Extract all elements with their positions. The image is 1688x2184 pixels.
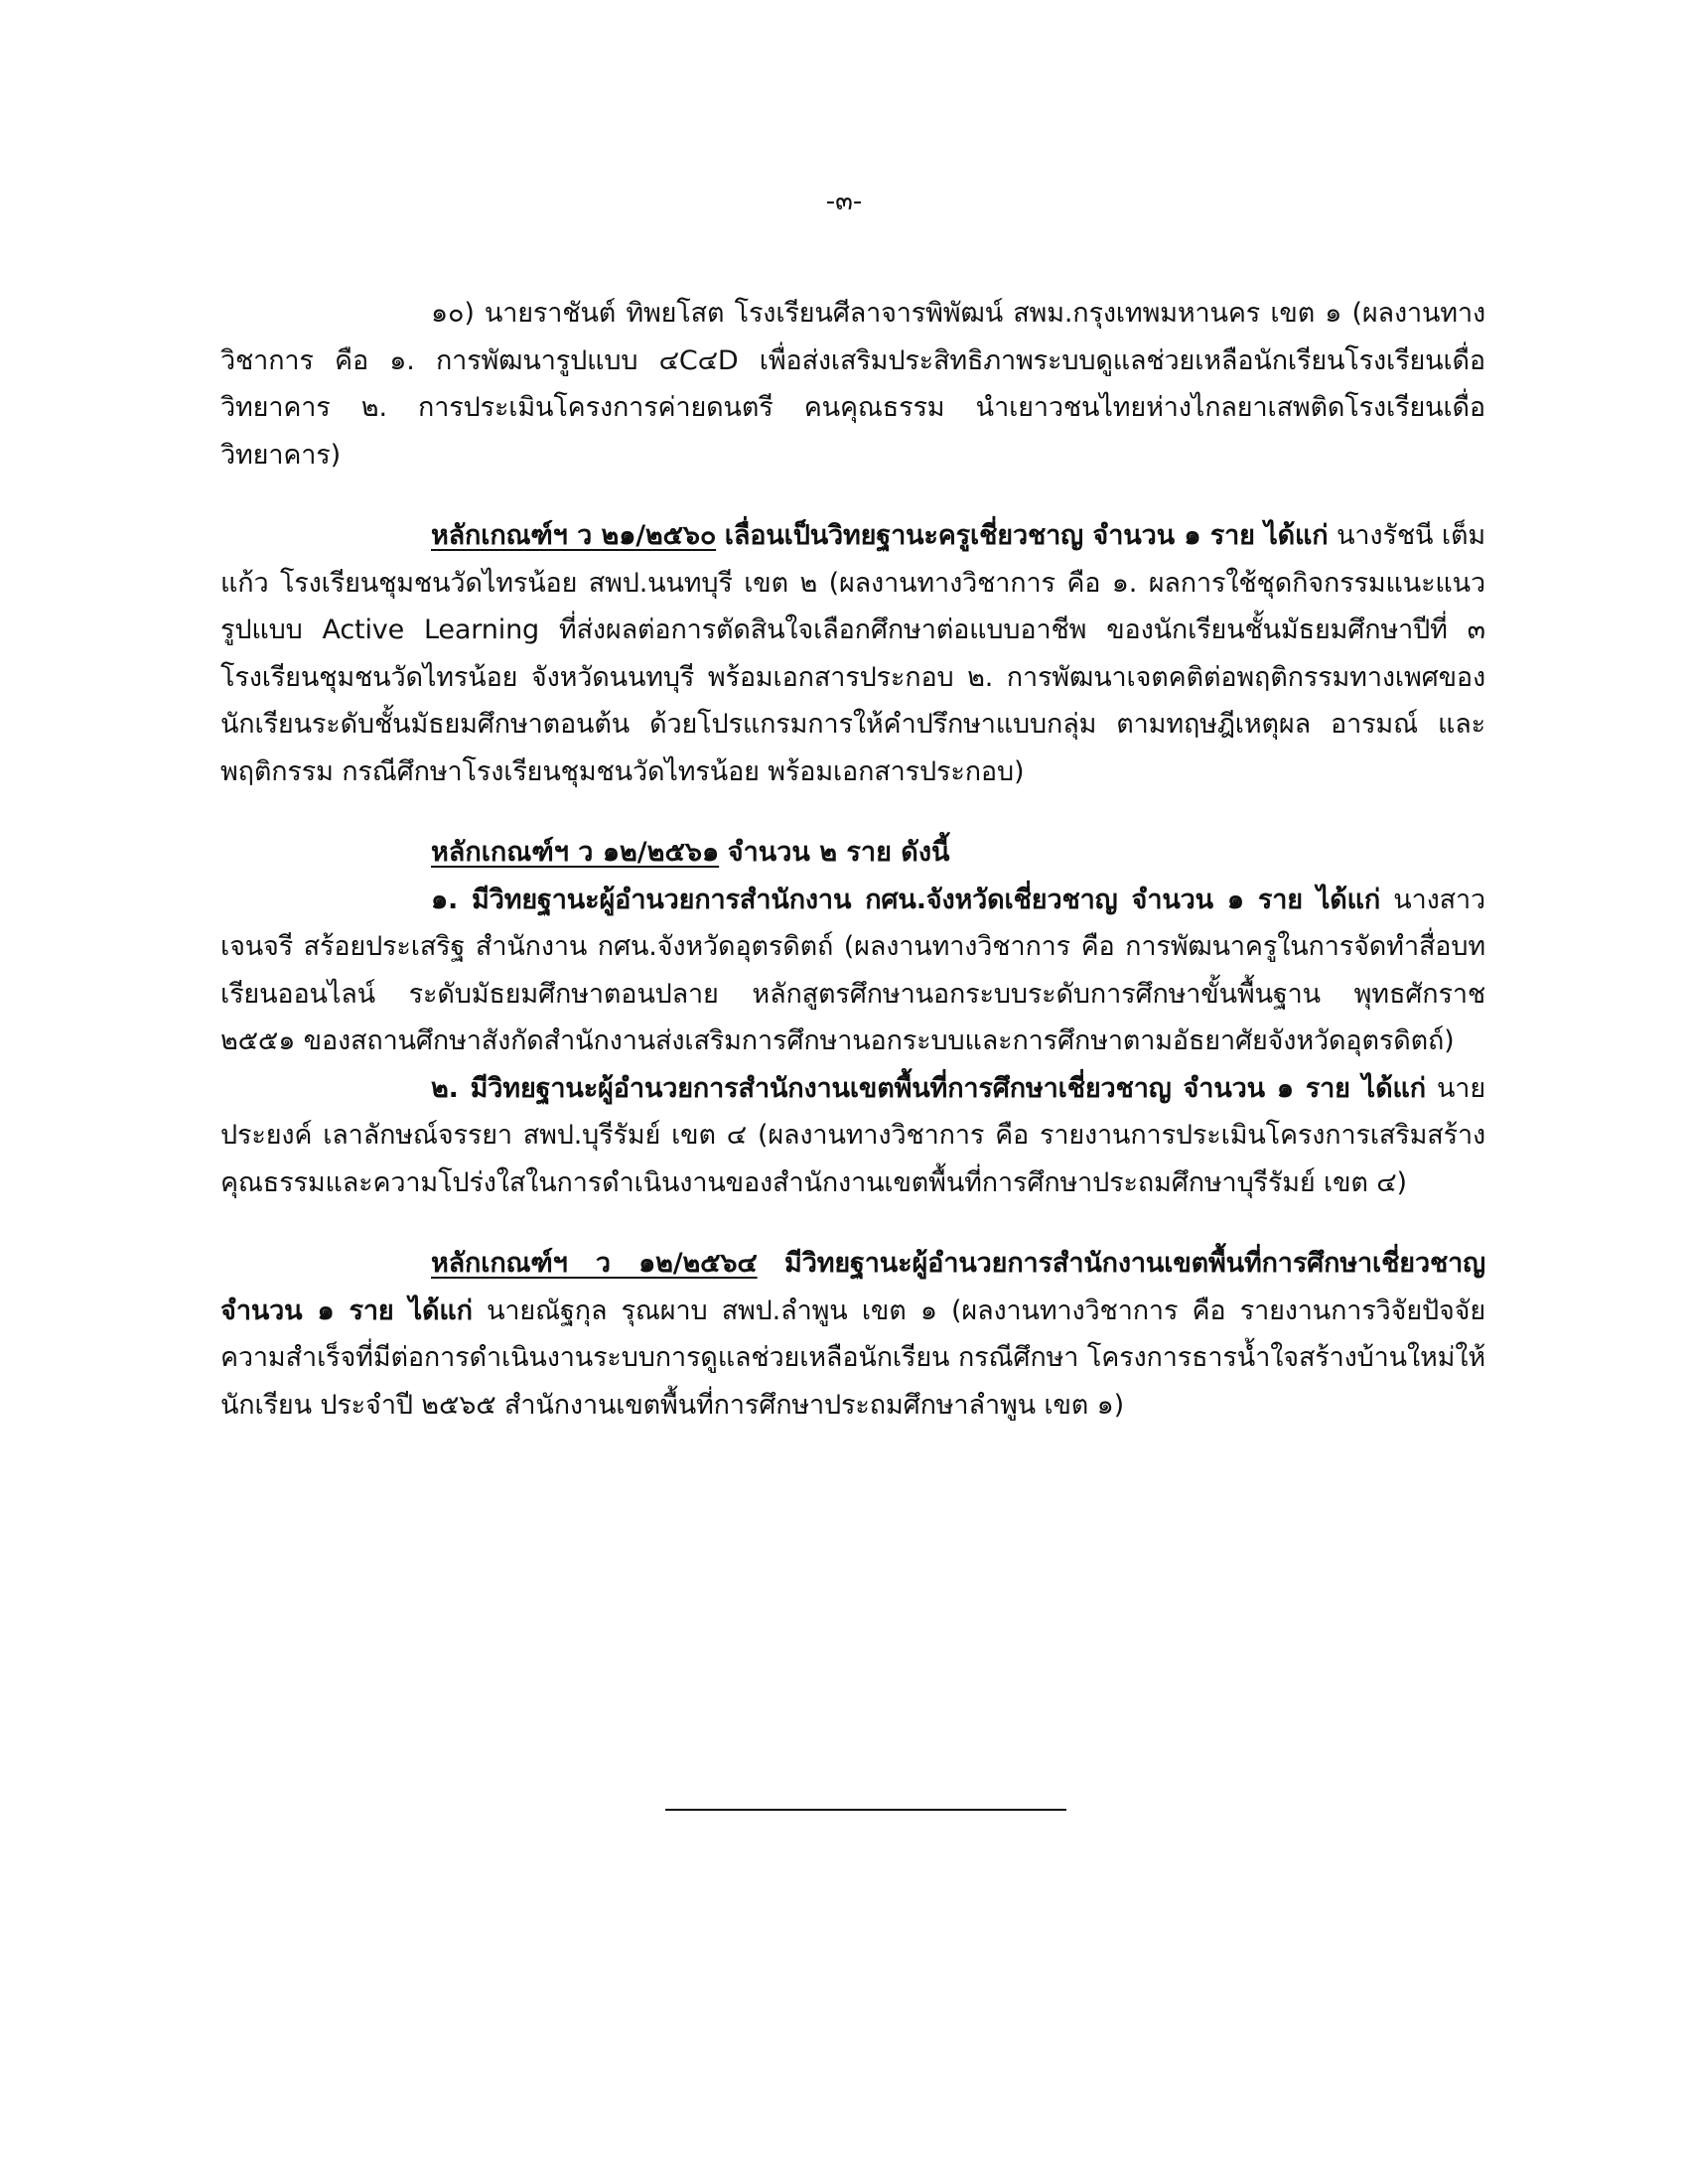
page-number: -๓- (825, 187, 863, 216)
section2-item1-body: นางสาวเจนจรี สร้อยประเสริฐ สำนักงาน กศน.จังหวัดอุตรดิตถ์ (ผลงานทางวิชาการ คือ การพัฒนาครูในการจัดทำสื่อบทเรียนออนไลน์ ระดับมัธยมศึกษาตอนปลาย หลักสูตรศึกษานอกระบบระดับการศึกษาขั้นพื้นฐาน พุทธศักราช ๒๕๕๑ ของสถานศึกษาสังกัดสำนักงานส่งเสริมการศึกษานอกระบบและการศึกษาตามอัธยาศัยจังหวัดอุตรดิตถ์) (220, 884, 1485, 1056)
section3-title: มีวิทยฐานะผู้อำนวยการสำนักงานเขตพื้นที่การศึกษาเชี่ยวชาญ จำนวน ๑ ราย ได้แก่ (220, 1248, 1485, 1326)
section2-criteria: หลักเกณฑ์ฯ ว ๑๒/๒๕๖๑ (431, 837, 720, 868)
section3-body: นายณัฐกุล รุณผาบ สพป.ลำพูน เขต ๑ (ผลงานทางวิชาการ คือ รายงานการวิจัยปัจจัยความสำเร็จที่มีต่อการดำเนินงานระบบการดูแลช่วยเหลือนักเรียน กรณีศึกษา โครงการธารน้ำใจสร้างบ้านใหม่ให้นักเรียน ประจำปี ๒๕๖๕ สำนักงานเขตพื้นที่การศึกษาประถมศึกษาลำพูน เขต ๑) (220, 1295, 1486, 1421)
section1-paragraph (220, 512, 1485, 795)
document-body (220, 290, 1485, 1446)
section3-paragraph (220, 1240, 1485, 1429)
section1-body: นางรัชนี เต็มแก้ว โรงเรียนชุมชนวัดไทรน้อย สพป.นนทบุรี เขต ๒ (ผลงานทางวิชาการ คือ ๑. ผลการใช้ชุดกิจกรรมแนะแนว รูปแบบ Active Learning ที่ส่งผลต่อการตัดสินใจเลือกศึกษาต่อแบบอาชีพ ของนักเรียนชั้นมัธยมศึกษาปีที่ ๓ โรงเรียนชุมชนวัดไทรน้อย จังหวัดนนทบุรี พร้อมเอกสารประกอบ ๒. การพัฒนาเจตคติต่อพฤติกรรมทางเพศของนักเรียนระดับชั้นมัธยมศึกษาตอนต้น ด้วยโปรแกรมการให้คำปรึกษาแบบกลุ่ม ตามทฤษฎีเหตุผล อารมณ์ และพฤติกรรม กรณีศึกษาโรงเรียนชุมชนวัดไทรน้อย พร้อมเอกสารประกอบ) (220, 520, 1486, 787)
section-criteria-12-2564 (220, 1240, 1485, 1429)
footer-divider-line (665, 1809, 1066, 1811)
section2-item1-title: ๑. มีวิทยฐานะผู้อำนวยการสำนักงาน กศน.จังหวัดเชี่ยวชาญ จำนวน ๑ ราย ได้แก่ (431, 884, 1381, 915)
section3-criteria: หลักเกณฑ์ฯ ว ๑๒/๒๕๖๔ (431, 1248, 758, 1279)
section2-heading (220, 829, 1485, 877)
section2-item1-paragraph (220, 877, 1485, 1065)
item-10-section (220, 290, 1485, 478)
section1-title: เลื่อนเป็นวิทยฐานะครูเชี่ยวชาญ จำนวน ๑ ราย ได้แก่ (724, 520, 1329, 551)
section2-item2-title: ๒. มีวิทยฐานะผู้อำนวยการสำนักงานเขตพื้นที่การศึกษาเชี่ยวชาญ จำนวน ๑ ราย ได้แก่ (431, 1072, 1426, 1104)
section-criteria-12-2561 (220, 829, 1485, 1206)
section2-item2-paragraph (220, 1065, 1485, 1207)
section-criteria-21-2560 (220, 512, 1485, 795)
section2-item2-body: นายประยงค์ เลาลักษณ์จรรยา สพป.บุรีรัมย์ เขต ๔ (ผลงานทางวิชาการ คือ รายงานการประเมินโครงการเสริมสร้างคุณธรรมและความโปร่งใสในการดำเนินงานของสำนักงานเขตพื้นที่การศึกษาประถมศึกษาบุรีรัมย์ เขต ๔) (220, 1072, 1485, 1198)
item-10-paragraph: ๑๐) นายราชันต์ ทิพยโสต โรงเรียนศีลาจารพิพัฒน์ สพม.กรุงเทพมหานคร เขต ๑ (ผลงานทางวิชาการ คือ ๑. การพัฒนารูปแบบ ๔C๔D เพื่อส่งเสริมประสิทธิภาพระบบดูแลช่วยเหลือนักเรียนโรงเรียนเดื่อวิทยาคาร ๒. การประเมินโครงการค่ายดนตรี คนคุณธรรม นำเยาวชนไทยห่างไกลยาเสพติดโรงเรียนเดื่อวิทยาคาร) (220, 298, 1485, 471)
section1-criteria: หลักเกณฑ์ฯ ว ๒๑/๒๕๖๐ (431, 520, 717, 551)
section2-title: จำนวน ๒ ราย ดังนี้ (727, 837, 950, 868)
